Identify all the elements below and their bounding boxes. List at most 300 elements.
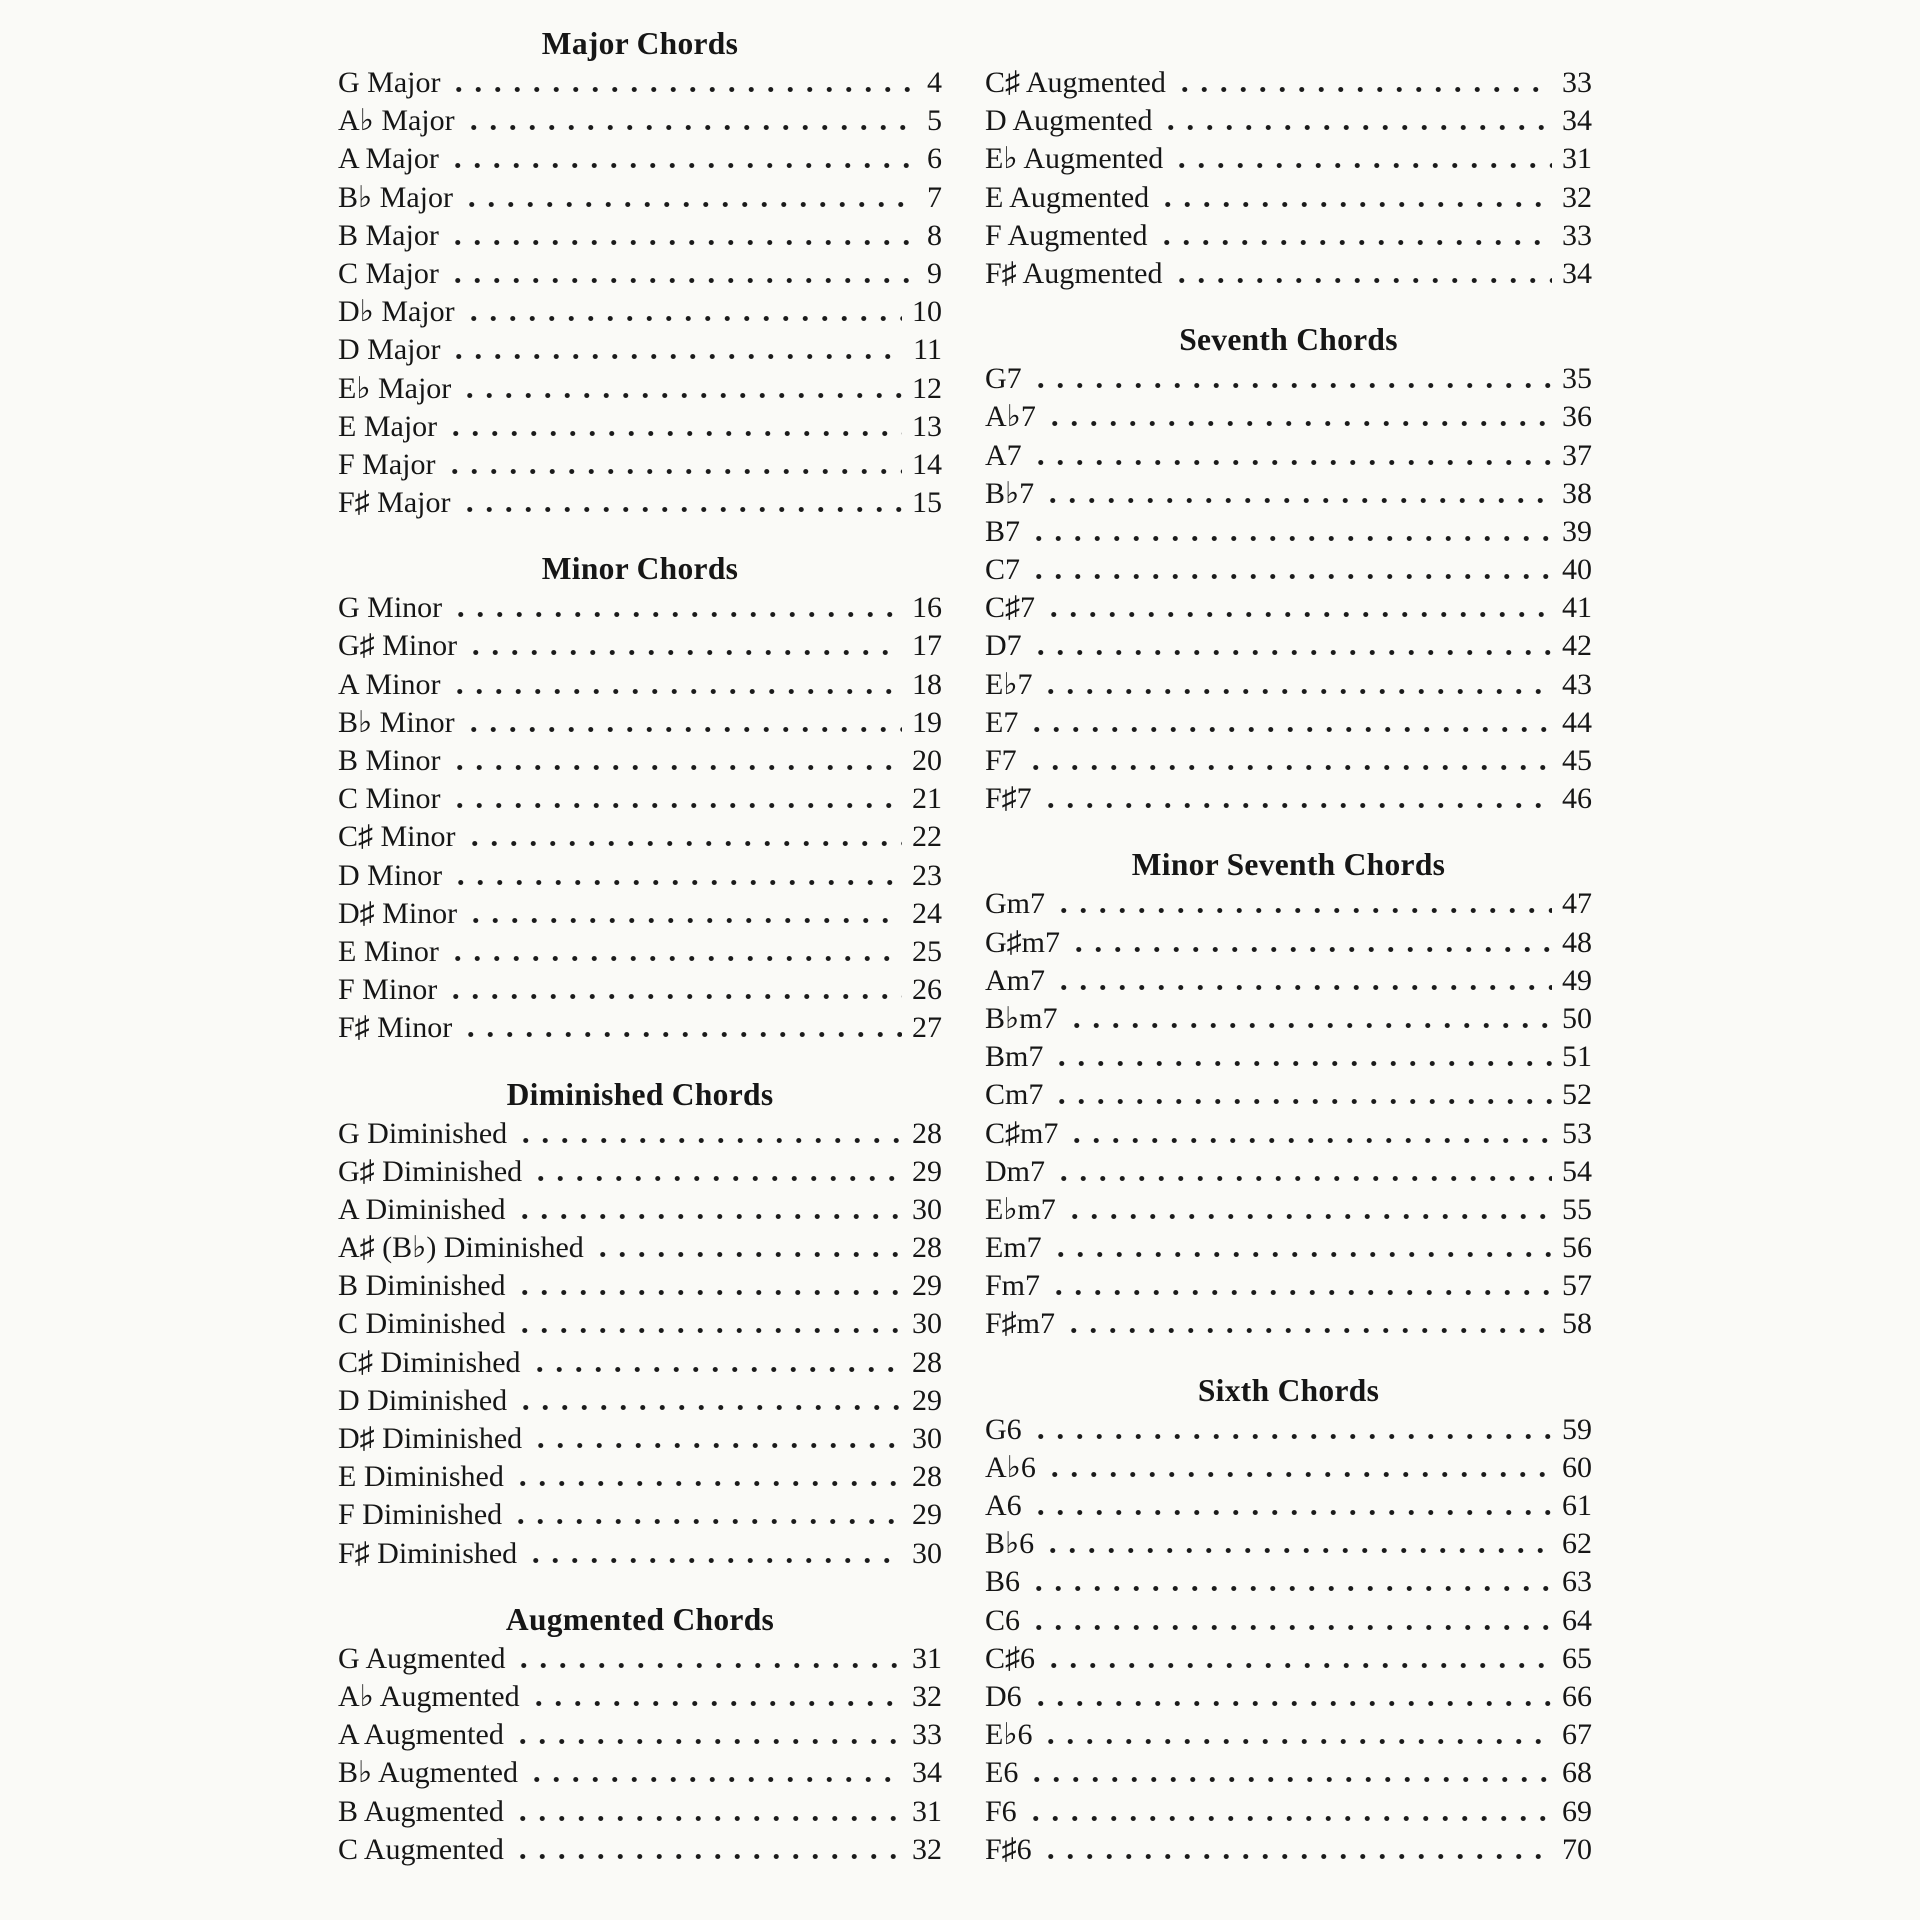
dot-leader bbox=[527, 1777, 902, 1782]
entry-label: G6 bbox=[985, 1412, 1022, 1446]
entry-label: F Minor bbox=[338, 973, 438, 1007]
dot-leader bbox=[1054, 1176, 1552, 1181]
toc-entry bbox=[985, 589, 1592, 627]
dot-leader bbox=[1031, 1510, 1552, 1515]
toc-entry bbox=[338, 446, 942, 484]
dot-leader bbox=[531, 1443, 902, 1448]
toc-entry bbox=[985, 1640, 1592, 1678]
entry-label: A♭6 bbox=[985, 1450, 1036, 1484]
toc-column-left bbox=[338, 0, 942, 1869]
entry-label: C♯7 bbox=[985, 591, 1036, 625]
entry-page-number: 66 bbox=[1562, 1679, 1592, 1713]
entry-label: G7 bbox=[985, 362, 1022, 396]
entry-label: C6 bbox=[985, 1603, 1021, 1637]
entry-page-number: 5 bbox=[927, 104, 942, 138]
toc-entry bbox=[985, 1411, 1592, 1449]
dot-leader bbox=[448, 240, 917, 245]
dot-leader bbox=[531, 1176, 902, 1181]
entry-page-number: 32 bbox=[912, 1679, 942, 1713]
dot-leader bbox=[451, 880, 902, 885]
entry-label: D6 bbox=[985, 1679, 1022, 1713]
entry-page-number: 12 bbox=[912, 371, 942, 405]
entry-page-number: 28 bbox=[912, 1116, 942, 1150]
entry-label: E♭ Augmented bbox=[985, 142, 1164, 176]
dot-leader bbox=[1172, 278, 1553, 283]
entry-label: B7 bbox=[985, 514, 1021, 548]
entry-page-number: 59 bbox=[1562, 1412, 1592, 1446]
entry-label: E♭m7 bbox=[985, 1192, 1056, 1226]
entry-page-number: 48 bbox=[1562, 925, 1592, 959]
toc-entry bbox=[985, 1487, 1592, 1525]
toc-entry bbox=[338, 780, 942, 818]
toc-entry bbox=[338, 1793, 942, 1831]
entry-page-number: 42 bbox=[1562, 629, 1592, 663]
entry-page-number: 6 bbox=[927, 142, 942, 176]
toc-entry bbox=[338, 895, 942, 933]
dot-leader bbox=[460, 507, 903, 512]
entry-page-number: 50 bbox=[1562, 1001, 1592, 1035]
entry-label: B6 bbox=[985, 1565, 1021, 1599]
entry-label: E7 bbox=[985, 705, 1019, 739]
toc-entry bbox=[338, 1191, 942, 1229]
toc-entry bbox=[985, 1267, 1592, 1305]
dot-leader bbox=[461, 1032, 902, 1037]
toc-entry bbox=[338, 484, 942, 522]
toc-entry bbox=[338, 1229, 942, 1267]
toc-entry bbox=[985, 513, 1592, 551]
entry-label: B♭6 bbox=[985, 1527, 1035, 1561]
dot-leader bbox=[1161, 125, 1552, 130]
dot-leader bbox=[1041, 1739, 1552, 1744]
entry-label: Cm7 bbox=[985, 1078, 1044, 1112]
toc-entry bbox=[985, 780, 1592, 818]
dot-leader bbox=[514, 1663, 902, 1668]
toc-entry bbox=[985, 360, 1592, 398]
entry-page-number: 63 bbox=[1562, 1565, 1592, 1599]
dot-leader bbox=[511, 1519, 902, 1524]
dot-leader bbox=[530, 1367, 902, 1372]
entry-label: G Augmented bbox=[338, 1641, 506, 1675]
entry-label: A Augmented bbox=[338, 1718, 504, 1752]
entry-label: C Minor bbox=[338, 782, 441, 816]
entry-label: G♯ Diminished bbox=[338, 1154, 523, 1188]
entry-page-number: 29 bbox=[912, 1269, 942, 1303]
entry-label: E♭ Major bbox=[338, 371, 452, 405]
dot-leader bbox=[529, 1701, 902, 1706]
toc-entry bbox=[985, 1602, 1592, 1640]
entry-page-number: 32 bbox=[1562, 180, 1592, 214]
toc-entry bbox=[338, 589, 942, 627]
entry-label: D♭ Major bbox=[338, 295, 455, 329]
dot-leader bbox=[449, 354, 903, 359]
entry-label: F Diminished bbox=[338, 1498, 503, 1532]
entry-page-number: 60 bbox=[1562, 1450, 1592, 1484]
dot-leader bbox=[513, 1854, 902, 1859]
toc-entry bbox=[338, 331, 942, 369]
dot-leader bbox=[464, 316, 902, 321]
entry-label: Fm7 bbox=[985, 1269, 1041, 1303]
entry-page-number: 51 bbox=[1562, 1040, 1592, 1074]
entry-label: C Augmented bbox=[338, 1832, 504, 1866]
entry-label: A♭ Augmented bbox=[338, 1679, 520, 1713]
section-heading: Seventh Chords bbox=[1179, 322, 1398, 358]
entry-label: F♯ Major bbox=[338, 486, 451, 520]
entry-page-number: 31 bbox=[912, 1641, 942, 1675]
toc-entry bbox=[338, 370, 942, 408]
dot-leader bbox=[451, 612, 902, 617]
dot-leader bbox=[1026, 765, 1552, 770]
dot-leader bbox=[1027, 1777, 1552, 1782]
toc-entry bbox=[338, 217, 942, 255]
toc-entry bbox=[985, 217, 1592, 255]
entry-label: B Major bbox=[338, 218, 439, 252]
dot-leader bbox=[1044, 612, 1552, 617]
entry-page-number: 49 bbox=[1562, 963, 1592, 997]
dot-leader bbox=[1054, 985, 1552, 990]
dot-leader bbox=[1029, 536, 1552, 541]
entry-label: E♭6 bbox=[985, 1718, 1033, 1752]
entry-label: G Diminished bbox=[338, 1116, 508, 1150]
dot-leader bbox=[1031, 1434, 1552, 1439]
entry-label: F6 bbox=[985, 1794, 1017, 1828]
entry-page-number: 31 bbox=[912, 1794, 942, 1828]
toc-entry bbox=[985, 1229, 1592, 1267]
entry-page-number: 29 bbox=[912, 1498, 942, 1532]
dot-leader bbox=[526, 1558, 902, 1563]
entry-label: D Major bbox=[338, 333, 441, 367]
entry-page-number: 65 bbox=[1562, 1641, 1592, 1675]
entry-page-number: 19 bbox=[912, 705, 942, 739]
section-heading: Diminished Chords bbox=[506, 1076, 774, 1112]
entry-label: C♯ Diminished bbox=[338, 1345, 521, 1379]
entry-label: Dm7 bbox=[985, 1154, 1045, 1188]
entry-page-number: 57 bbox=[1562, 1269, 1592, 1303]
entry-label: A Diminished bbox=[338, 1192, 506, 1226]
toc-entry bbox=[338, 666, 942, 704]
entry-label: F♯7 bbox=[985, 782, 1032, 816]
dot-leader bbox=[1031, 1701, 1552, 1706]
dot-leader bbox=[1045, 421, 1552, 426]
toc-entry bbox=[338, 1678, 942, 1716]
toc-section bbox=[338, 1075, 942, 1573]
entry-page-number: 33 bbox=[1562, 218, 1592, 252]
dot-leader bbox=[462, 202, 917, 207]
toc-entry bbox=[985, 1563, 1592, 1601]
dot-leader bbox=[1054, 908, 1552, 913]
toc-entry bbox=[985, 1076, 1592, 1114]
entry-label: F Augmented bbox=[985, 218, 1148, 252]
entry-label: G Minor bbox=[338, 591, 443, 625]
dot-leader bbox=[1067, 1138, 1552, 1143]
entry-label: E Minor bbox=[338, 934, 439, 968]
dot-leader bbox=[465, 841, 902, 846]
entry-label: B♭7 bbox=[985, 476, 1035, 510]
entry-page-number: 30 bbox=[912, 1192, 942, 1226]
entry-page-number: 23 bbox=[912, 858, 942, 892]
entry-label: E Major bbox=[338, 409, 438, 443]
toc-entry bbox=[985, 627, 1592, 665]
dot-leader bbox=[515, 1328, 902, 1333]
dot-leader bbox=[448, 956, 902, 961]
toc-entry bbox=[338, 1153, 942, 1191]
dot-leader bbox=[1158, 202, 1552, 207]
toc-entry bbox=[985, 666, 1592, 704]
entry-page-number: 16 bbox=[912, 591, 942, 625]
toc-section bbox=[985, 64, 1592, 293]
toc-entry bbox=[338, 179, 942, 217]
entry-page-number: 52 bbox=[1562, 1078, 1592, 1112]
toc-entry bbox=[338, 1458, 942, 1496]
dot-leader bbox=[1067, 1023, 1553, 1028]
toc-entry bbox=[985, 1000, 1592, 1038]
entry-page-number: 40 bbox=[1562, 553, 1592, 587]
entry-page-number: 27 bbox=[912, 1011, 942, 1045]
toc-entry bbox=[338, 704, 942, 742]
dot-leader bbox=[1026, 1816, 1552, 1821]
entry-page-number: 54 bbox=[1562, 1154, 1592, 1188]
entry-page-number: 56 bbox=[1562, 1231, 1592, 1265]
entry-page-number: 38 bbox=[1562, 476, 1592, 510]
entry-page-number: 24 bbox=[912, 896, 942, 930]
entry-page-number: 47 bbox=[1562, 887, 1592, 921]
toc-entry bbox=[338, 857, 942, 895]
entry-page-number: 28 bbox=[912, 1231, 942, 1265]
entry-label: D♯ Minor bbox=[338, 896, 458, 930]
toc-section bbox=[338, 549, 942, 1047]
toc-entry bbox=[985, 1678, 1592, 1716]
toc-entry bbox=[985, 1305, 1592, 1343]
dot-leader bbox=[1065, 1214, 1552, 1219]
entry-page-number: 62 bbox=[1562, 1527, 1592, 1561]
toc-entry bbox=[338, 1754, 942, 1792]
toc-entry bbox=[338, 1382, 942, 1420]
entry-page-number: 30 bbox=[912, 1422, 942, 1455]
dot-leader bbox=[466, 650, 902, 655]
entry-page-number: 26 bbox=[912, 973, 942, 1007]
toc-entry bbox=[985, 1449, 1592, 1487]
entry-label: B Minor bbox=[338, 744, 441, 777]
entry-label: D7 bbox=[985, 629, 1022, 663]
entry-label: A Major bbox=[338, 142, 439, 176]
toc-entry bbox=[338, 1535, 942, 1573]
entry-label: A♭7 bbox=[985, 400, 1036, 434]
dot-leader bbox=[1049, 1290, 1552, 1295]
entry-page-number: 7 bbox=[927, 180, 942, 214]
entry-page-number: 45 bbox=[1562, 744, 1592, 777]
toc-entry bbox=[338, 1496, 942, 1534]
toc-entry bbox=[338, 1640, 942, 1678]
dot-leader bbox=[515, 1290, 902, 1295]
entry-page-number: 53 bbox=[1562, 1116, 1592, 1150]
dot-leader bbox=[1031, 650, 1552, 655]
entry-label: A6 bbox=[985, 1489, 1022, 1522]
entry-label: B Augmented bbox=[338, 1794, 504, 1828]
entry-page-number: 30 bbox=[912, 1307, 942, 1341]
section-heading: Major Chords bbox=[541, 26, 739, 61]
entry-label: F Major bbox=[338, 447, 436, 481]
dot-leader bbox=[450, 803, 902, 808]
toc-entry bbox=[338, 1009, 942, 1047]
dot-leader bbox=[1157, 240, 1553, 245]
dot-leader bbox=[1064, 1328, 1552, 1333]
entry-page-number: 17 bbox=[912, 629, 942, 663]
dot-leader bbox=[446, 431, 902, 436]
toc-entry bbox=[338, 255, 942, 293]
toc-entry bbox=[338, 1344, 942, 1382]
toc-entry bbox=[985, 885, 1592, 923]
entry-page-number: 9 bbox=[927, 256, 942, 290]
toc-entry bbox=[985, 1191, 1592, 1229]
toc-section bbox=[338, 1600, 942, 1869]
entry-label: Em7 bbox=[985, 1231, 1042, 1265]
toc-entry bbox=[338, 1716, 942, 1754]
entry-label: C♯ Augmented bbox=[985, 66, 1166, 99]
entry-page-number: 34 bbox=[1562, 256, 1592, 290]
entry-label: C7 bbox=[985, 553, 1021, 587]
toc-entry bbox=[985, 475, 1592, 513]
dot-leader bbox=[515, 1214, 902, 1219]
entry-label: F♯ Augmented bbox=[985, 256, 1163, 290]
toc-entry bbox=[338, 1831, 942, 1869]
entry-label: Gm7 bbox=[985, 887, 1045, 921]
entry-page-number: 55 bbox=[1562, 1192, 1592, 1226]
entry-page-number: 34 bbox=[912, 1756, 942, 1790]
toc-entry bbox=[985, 1716, 1592, 1754]
entry-page-number: 28 bbox=[912, 1460, 942, 1494]
entry-page-number: 28 bbox=[912, 1345, 942, 1379]
entry-page-number: 33 bbox=[1562, 66, 1592, 99]
entry-page-number: 25 bbox=[912, 934, 942, 968]
toc-entry bbox=[338, 971, 942, 1009]
entry-page-number: 21 bbox=[912, 782, 942, 816]
toc-entry bbox=[985, 1525, 1592, 1563]
dot-leader bbox=[1027, 727, 1552, 732]
toc-entry bbox=[338, 1420, 942, 1458]
toc-entry bbox=[985, 437, 1592, 475]
entry-label: E♭7 bbox=[985, 667, 1033, 701]
entry-page-number: 34 bbox=[1562, 104, 1592, 138]
entry-page-number: 11 bbox=[913, 333, 942, 367]
toc-entry bbox=[985, 255, 1592, 293]
toc-entry bbox=[985, 704, 1592, 742]
entry-label: F7 bbox=[985, 744, 1017, 777]
entry-page-number: 33 bbox=[912, 1718, 942, 1752]
dot-leader bbox=[1043, 498, 1552, 503]
toc-entry bbox=[338, 933, 942, 971]
dot-leader bbox=[448, 163, 917, 168]
toc-entry bbox=[338, 102, 942, 140]
toc-entry bbox=[985, 1793, 1592, 1831]
toc-entry bbox=[985, 924, 1592, 962]
entry-label: C♯m7 bbox=[985, 1116, 1059, 1150]
entry-label: B Diminished bbox=[338, 1269, 506, 1303]
entry-page-number: 46 bbox=[1562, 782, 1592, 816]
toc-entry bbox=[985, 742, 1592, 780]
entry-page-number: 35 bbox=[1562, 362, 1592, 396]
toc-entry bbox=[985, 1153, 1592, 1191]
toc-section bbox=[985, 320, 1592, 818]
dot-leader bbox=[1052, 1099, 1552, 1104]
entry-page-number: 68 bbox=[1562, 1756, 1592, 1790]
entry-label: C♯ Minor bbox=[338, 820, 456, 854]
dot-leader bbox=[450, 765, 902, 770]
toc-entry bbox=[985, 140, 1592, 178]
entry-label: F♯ Diminished bbox=[338, 1536, 518, 1570]
dot-leader bbox=[1172, 163, 1552, 168]
entry-page-number: 67 bbox=[1562, 1718, 1592, 1752]
toc-entry bbox=[338, 293, 942, 331]
dot-leader bbox=[1052, 1061, 1552, 1066]
toc-entry bbox=[985, 102, 1592, 140]
entry-page-number: 43 bbox=[1562, 667, 1592, 701]
dot-leader bbox=[450, 689, 902, 694]
entry-page-number: 39 bbox=[1562, 514, 1592, 548]
entry-page-number: 29 bbox=[912, 1383, 942, 1417]
dot-leader bbox=[464, 125, 917, 130]
dot-leader bbox=[1044, 1663, 1552, 1668]
entry-page-number: 8 bbox=[927, 218, 942, 252]
entry-label: G Major bbox=[338, 66, 441, 99]
entry-page-number: 37 bbox=[1562, 438, 1592, 472]
toc-entry bbox=[985, 398, 1592, 436]
section-heading: Minor Chords bbox=[541, 551, 739, 587]
entry-page-number: 44 bbox=[1562, 705, 1592, 739]
entry-label: D Diminished bbox=[338, 1383, 508, 1417]
dot-leader bbox=[513, 1816, 902, 1821]
entry-label: C Diminished bbox=[338, 1307, 506, 1341]
entry-page-number: 64 bbox=[1562, 1603, 1592, 1637]
section-heading: Augmented Chords bbox=[505, 1601, 775, 1637]
dot-leader bbox=[516, 1138, 902, 1143]
entry-page-number: 41 bbox=[1562, 591, 1592, 625]
entry-page-number: 58 bbox=[1562, 1307, 1592, 1341]
toc-entry bbox=[338, 742, 942, 780]
section-heading: Minor Seventh Chords bbox=[1131, 847, 1446, 883]
entry-page-number: 20 bbox=[912, 744, 942, 777]
entry-label: B♭ Major bbox=[338, 180, 453, 214]
toc-entry bbox=[985, 179, 1592, 217]
dot-leader bbox=[448, 278, 917, 283]
dot-leader bbox=[1045, 1472, 1552, 1477]
toc-section bbox=[338, 24, 942, 522]
dot-leader bbox=[449, 87, 917, 92]
toc-entry bbox=[985, 551, 1592, 589]
entry-label: B♭m7 bbox=[985, 1001, 1058, 1035]
entry-label: B♭ Augmented bbox=[338, 1756, 518, 1790]
toc-entry bbox=[338, 408, 942, 446]
toc-entry bbox=[338, 64, 942, 102]
entry-label: G♯m7 bbox=[985, 925, 1060, 959]
toc-entry bbox=[985, 1754, 1592, 1792]
dot-leader bbox=[513, 1481, 902, 1486]
entry-label: F♯m7 bbox=[985, 1307, 1056, 1341]
entry-page-number: 18 bbox=[912, 667, 942, 701]
dot-leader bbox=[1029, 1625, 1552, 1630]
toc-entry bbox=[985, 1038, 1592, 1076]
dot-leader bbox=[445, 469, 903, 474]
toc-entry bbox=[338, 140, 942, 178]
entry-label: D Minor bbox=[338, 858, 443, 892]
dot-leader bbox=[1051, 1252, 1552, 1257]
toc-entry bbox=[985, 1831, 1592, 1869]
dot-leader bbox=[1029, 1586, 1552, 1591]
entry-page-number: 69 bbox=[1562, 1794, 1592, 1828]
dot-leader bbox=[593, 1252, 902, 1257]
entry-page-number: 70 bbox=[1562, 1832, 1592, 1866]
entry-label: D Augmented bbox=[985, 104, 1153, 138]
dot-leader bbox=[466, 918, 902, 923]
entry-label: C Major bbox=[338, 256, 439, 290]
